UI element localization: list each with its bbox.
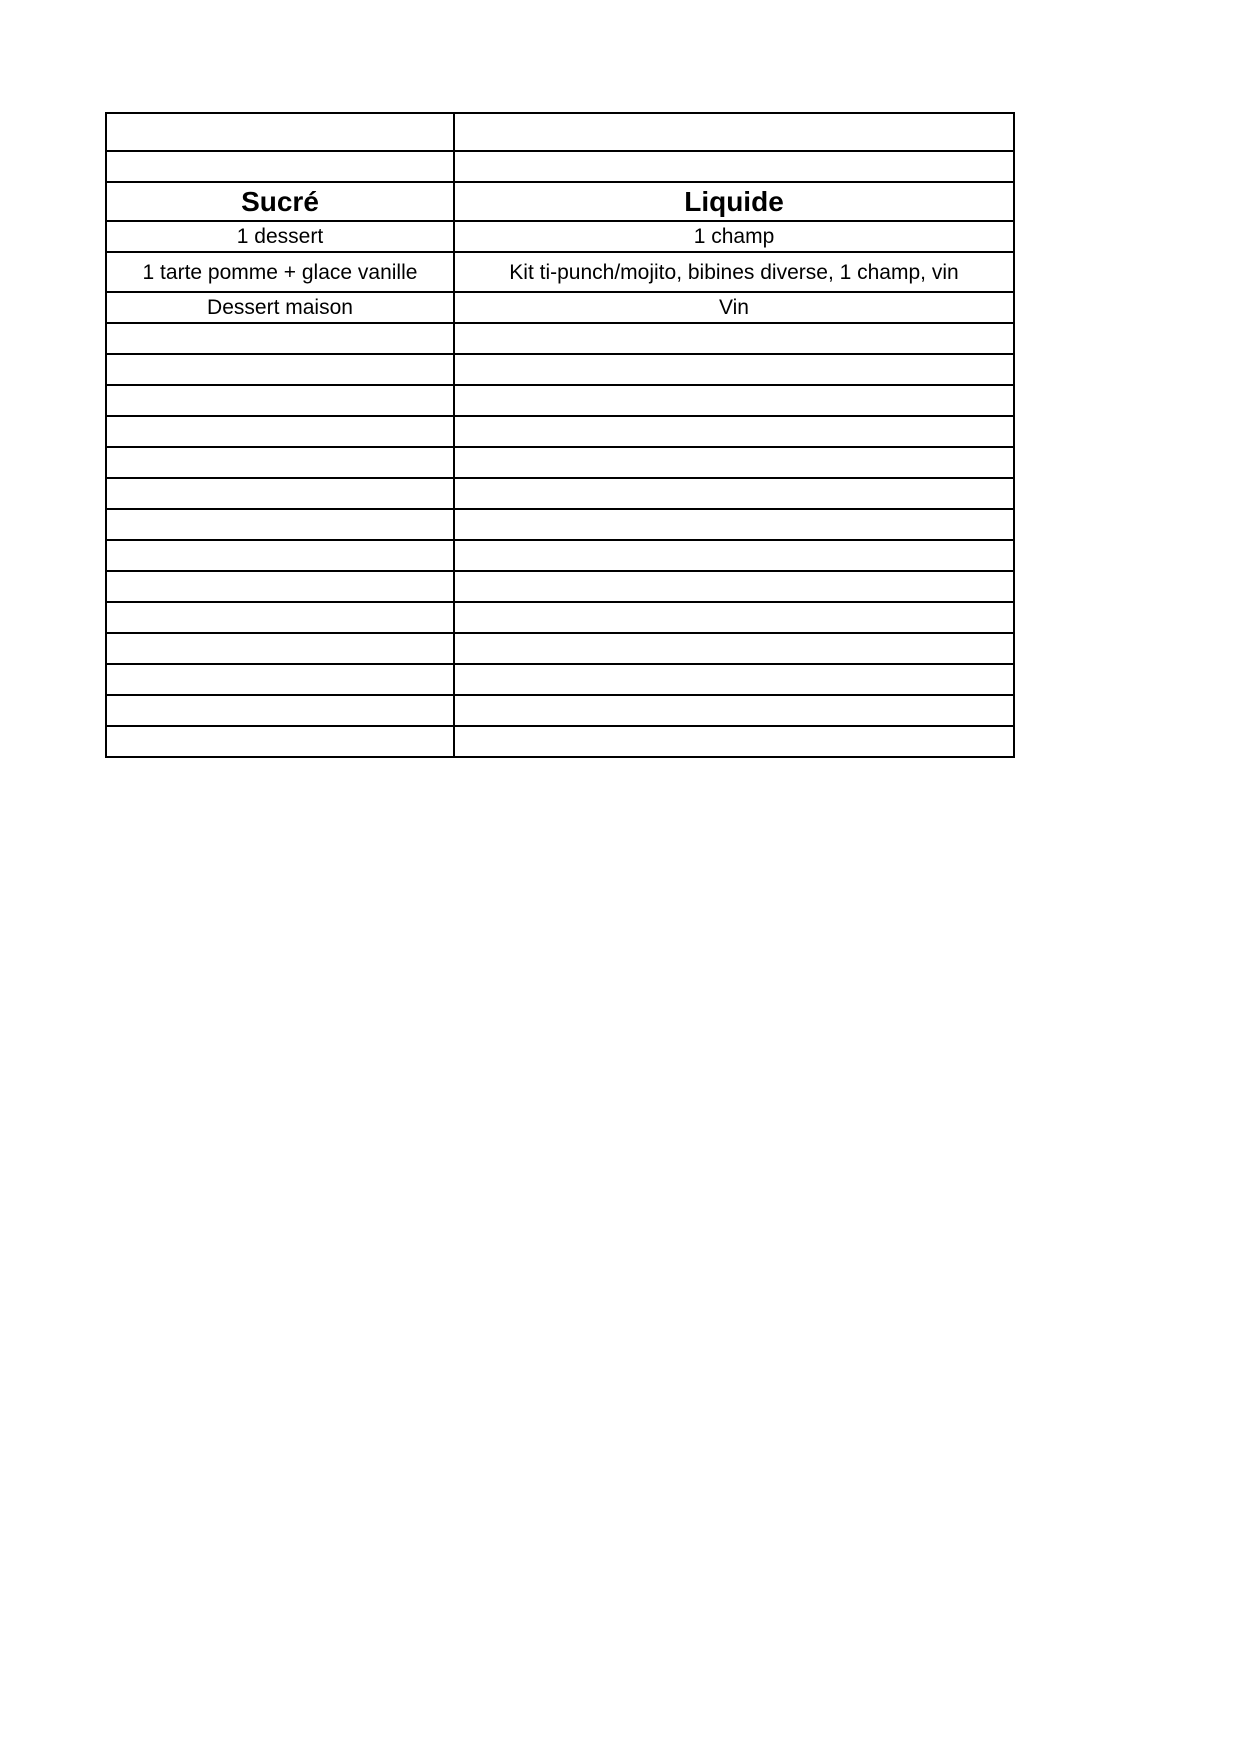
table-cell[interactable] [454, 416, 1014, 447]
table-cell[interactable] [106, 695, 454, 726]
table-body [106, 113, 1014, 757]
table-cell[interactable] [454, 695, 1014, 726]
table-cell[interactable] [454, 447, 1014, 478]
table-cell[interactable] [454, 323, 1014, 354]
table-cell[interactable] [106, 478, 454, 509]
table-row [106, 726, 1014, 757]
spreadsheet-table [105, 112, 1015, 758]
table-cell[interactable] [454, 354, 1014, 385]
table-row [106, 292, 1014, 323]
table-cell[interactable]: 1 dessert [106, 221, 454, 252]
table-cell[interactable] [106, 354, 454, 385]
table-cell[interactable] [106, 726, 454, 757]
table-cell[interactable] [106, 151, 454, 182]
table-row [106, 633, 1014, 664]
table-cell[interactable] [454, 478, 1014, 509]
table-cell[interactable]: 1 tarte pomme + glace vanille [106, 252, 454, 292]
table-row [106, 323, 1014, 354]
table-row [106, 354, 1014, 385]
table-row [106, 113, 1014, 151]
table-cell[interactable] [454, 571, 1014, 602]
column-header-cell[interactable]: Sucré [106, 182, 454, 221]
table-cell[interactable] [106, 447, 454, 478]
table-row [106, 252, 1014, 292]
table-cell[interactable]: Dessert maison [106, 292, 454, 323]
table-cell[interactable] [454, 113, 1014, 151]
table-cell[interactable] [106, 664, 454, 695]
table-cell[interactable]: Kit ti-punch/mojito, bibines diverse, 1 champ, vin [454, 252, 1014, 292]
table-cell[interactable]: Vin [454, 292, 1014, 323]
table-cell[interactable] [106, 113, 454, 151]
table-cell[interactable] [106, 571, 454, 602]
table-cell[interactable] [106, 602, 454, 633]
table-row [106, 221, 1014, 252]
column-header-cell[interactable]: Liquide [454, 182, 1014, 221]
table-row [106, 151, 1014, 182]
table-row [106, 664, 1014, 695]
table-cell[interactable] [454, 664, 1014, 695]
table-cell[interactable] [454, 633, 1014, 664]
table-row [106, 416, 1014, 447]
table-cell[interactable] [454, 540, 1014, 571]
table-cell[interactable]: 1 champ [454, 221, 1014, 252]
table-cell[interactable] [106, 540, 454, 571]
table-row [106, 478, 1014, 509]
table-cell[interactable] [106, 633, 454, 664]
table-cell[interactable] [454, 151, 1014, 182]
table-cell[interactable] [454, 726, 1014, 757]
header-row [106, 182, 1014, 221]
table-row [106, 447, 1014, 478]
table-cell[interactable] [106, 509, 454, 540]
table-cell[interactable] [106, 323, 454, 354]
table-cell[interactable] [106, 416, 454, 447]
table-row [106, 509, 1014, 540]
table-row [106, 602, 1014, 633]
table-cell[interactable] [454, 385, 1014, 416]
table-row [106, 695, 1014, 726]
table-cell[interactable] [454, 602, 1014, 633]
table-cell[interactable] [454, 509, 1014, 540]
table-row [106, 540, 1014, 571]
table-cell[interactable] [106, 385, 454, 416]
table-row [106, 571, 1014, 602]
table-row [106, 385, 1014, 416]
